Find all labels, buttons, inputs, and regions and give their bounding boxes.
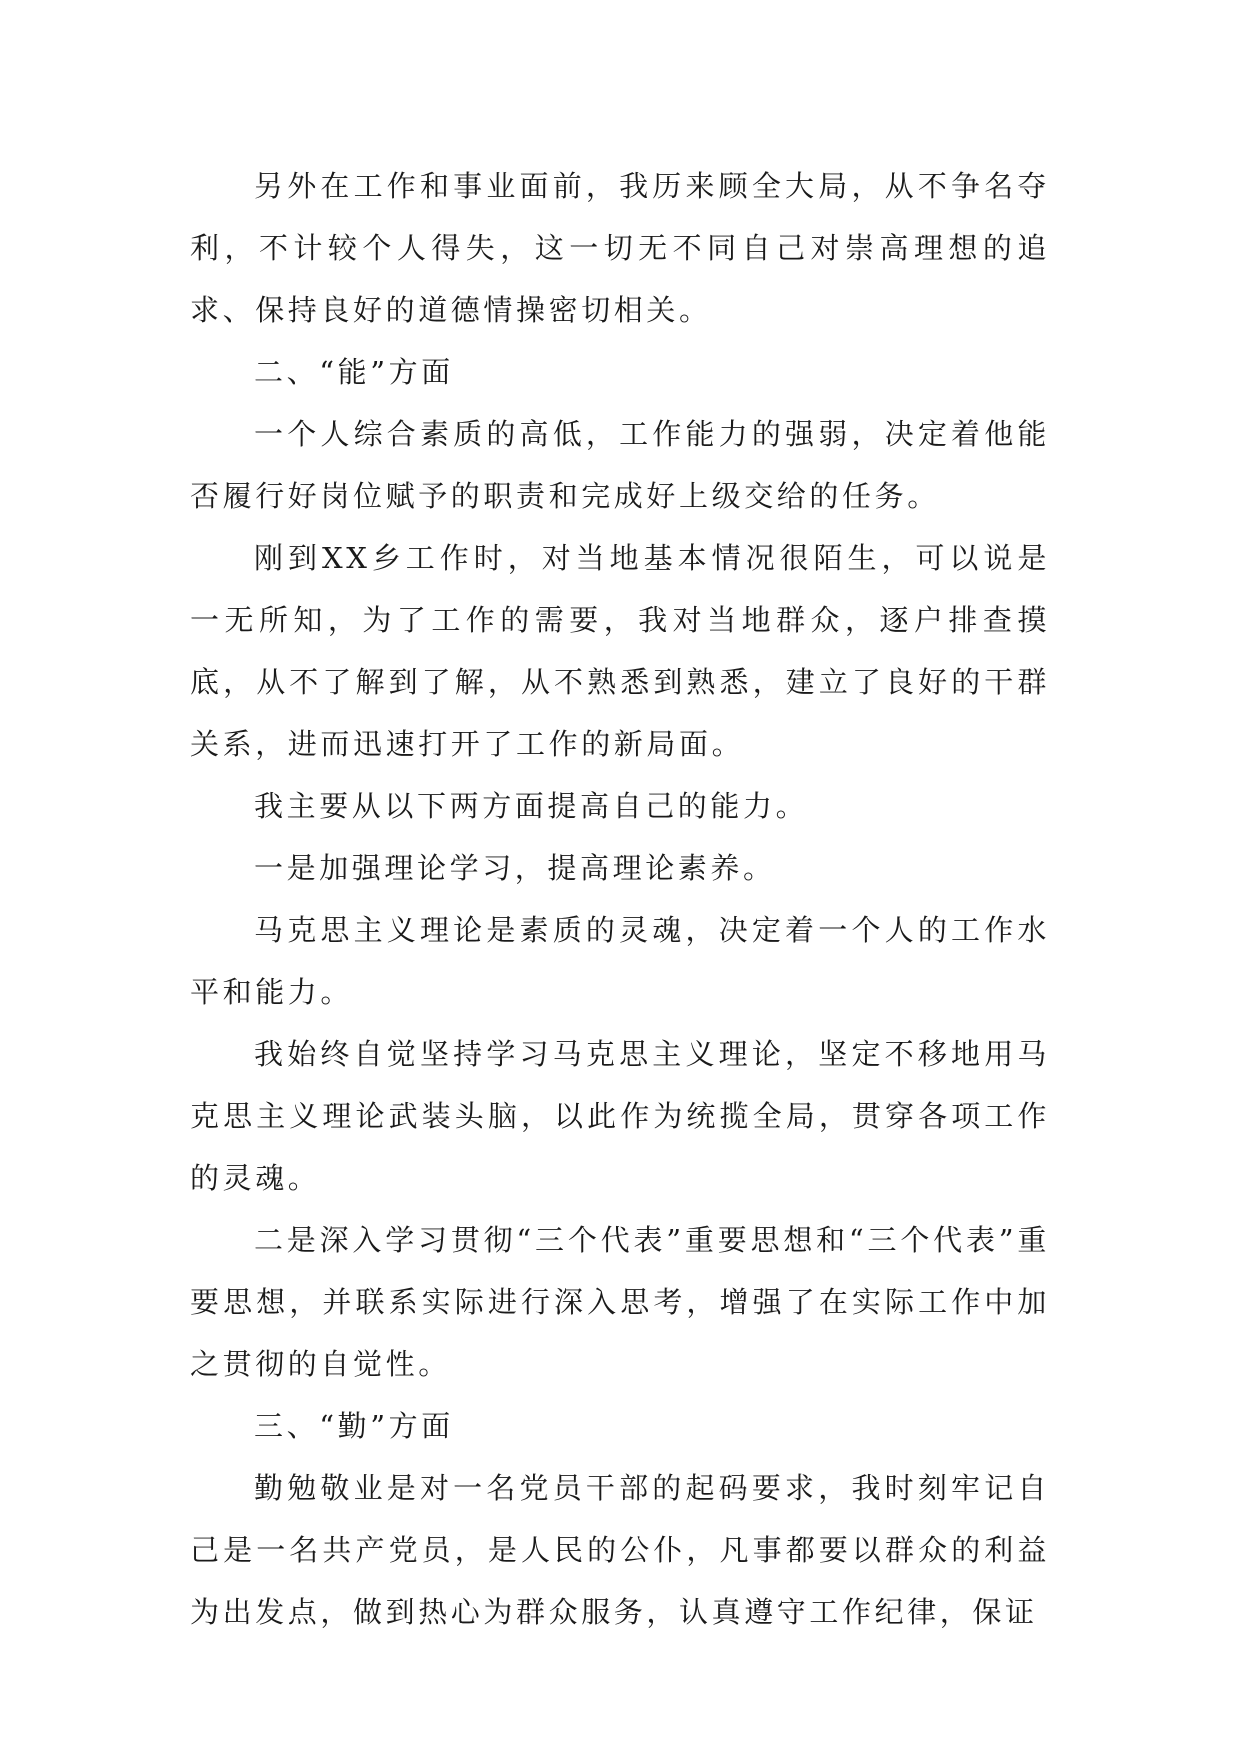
section-heading-ability: 二、“能”方面 <box>254 355 454 389</box>
section-heading-diligence: 三、“勤”方面 <box>254 1409 454 1443</box>
paragraph-dedication: 另外在工作和事业面前，我历来顾全大局，从不争名夺利，不计较个人得失，这一切无不同自己对崇高理想的追求、保持良好的道德情操密切相关。 <box>190 169 1050 327</box>
paragraph-point-two: 二是深入学习贯彻“三个代表”重要思想和“三个代表”重要思想，并联系实际进行深入思考，增强了在实际工作中加之贯彻的自觉性。 <box>190 1223 1050 1381</box>
paragraph-theory-soul: 马克思主义理论是素质的灵魂，决定着一个人的工作水平和能力。 <box>190 913 1050 1009</box>
paragraph-study-marxism: 我始终自觉坚持学习马克思主义理论，坚定不移地用马克思主义理论武装头脑，以此作为统揽全局，贯穿各项工作的灵魂。 <box>190 1037 1050 1195</box>
paragraph-diligence: 勤勉敬业是对一名党员干部的起码要求，我时刻牢记自己是一名共产党员，是人民的公仆，凡事都要以群众的利益为出发点，做到热心为群众服务，认真遵守工作纪律，保证 <box>190 1471 1050 1629</box>
paragraph-arrival: 刚到XX乡工作时，对当地基本情况很陌生，可以说是一无所知，为了工作的需要，我对当地群众，逐户排查摸底，从不了解到了解，从不熟悉到熟悉，建立了良好的干群关系，进而迅速打开了工作的新局面。 <box>190 541 1050 761</box>
paragraph-ability-intro: 一个人综合素质的高低，工作能力的强弱，决定着他能否履行好岗位赋予的职责和完成好上级交给的任务。 <box>190 417 1050 513</box>
paragraph-two-aspects: 我主要从以下两方面提高自己的能力。 <box>254 789 809 823</box>
document-body <box>190 155 1050 1643</box>
paragraph-point-one: 一是加强理论学习，提高理论素养。 <box>254 851 776 885</box>
